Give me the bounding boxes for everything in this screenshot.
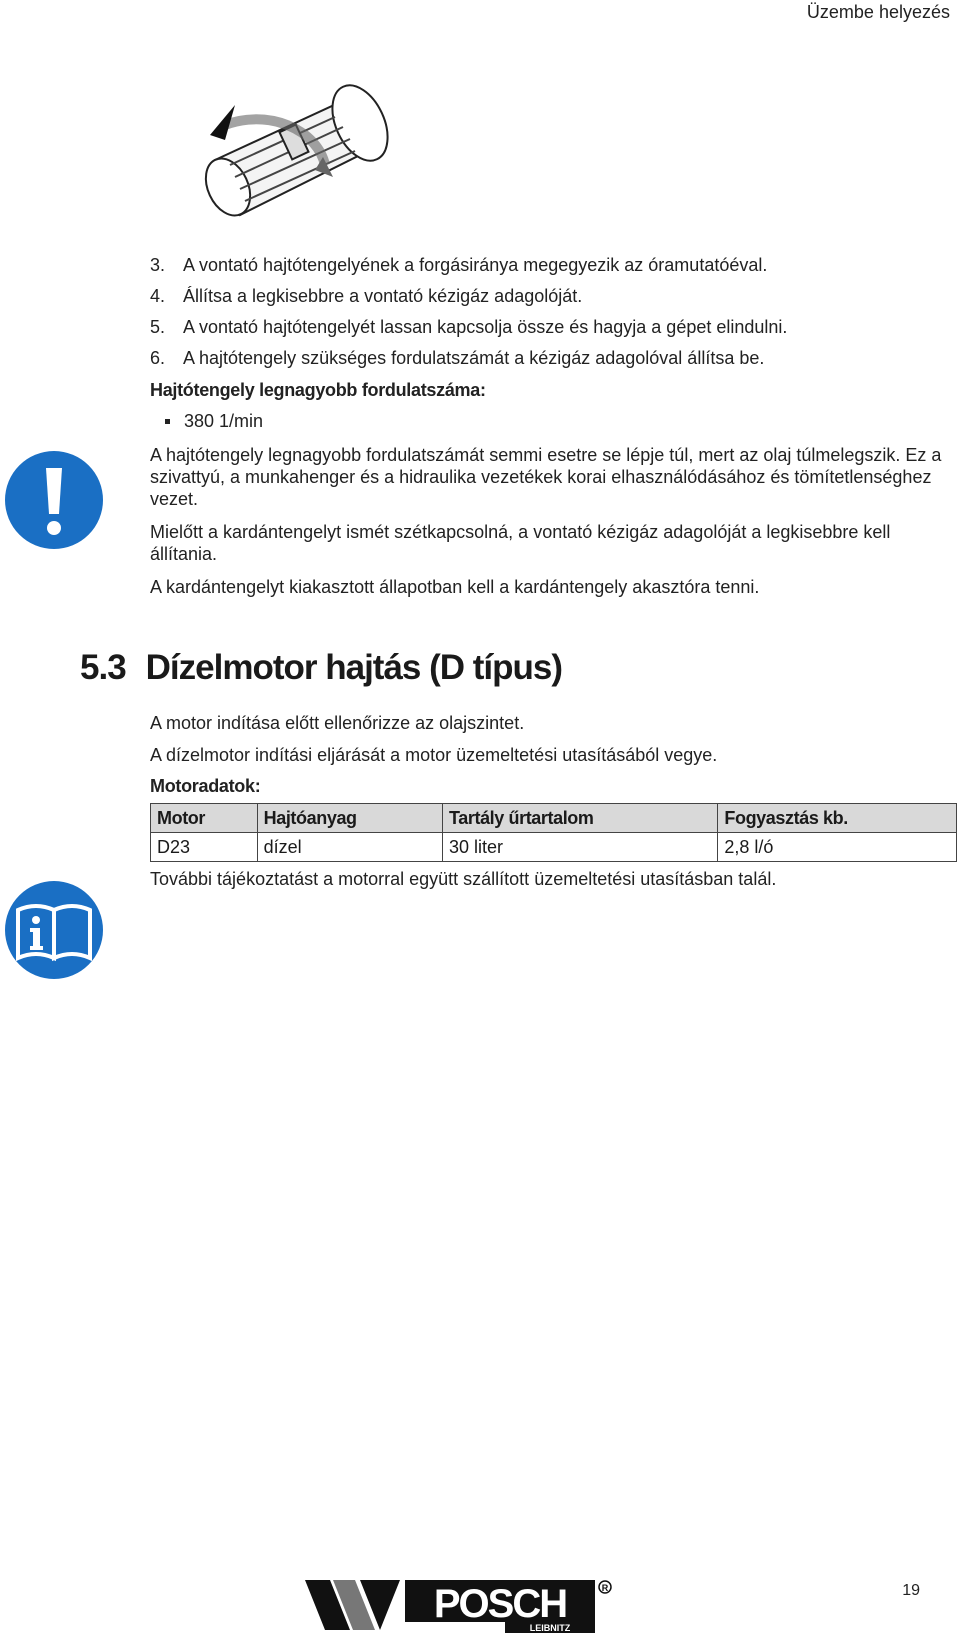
step-number: 5.: [150, 317, 166, 337]
logo-wordmark: POSCH: [433, 1582, 567, 1626]
section-heading: [80, 648, 562, 688]
diesel-paragraph: A dízelmotor indítási eljárását a motor üzemeltetési utasításából vegye.: [150, 745, 718, 765]
logo-subtitle: LEIBNITZ: [529, 1623, 571, 1633]
max-speed-heading: Hajtótengely legnagyobb fordulatszáma:: [150, 380, 486, 400]
warning-icon: [4, 450, 104, 550]
running-header: Üzembe helyezés: [806, 2, 950, 22]
table-header-cell: Tartály űrtartalom: [443, 804, 718, 833]
page-number: 19: [902, 1582, 920, 1599]
step-item: [150, 312, 930, 343]
warning-paragraph: A hajtótengely legnagyobb fordulatszámát semmi esetre se lépje túl, mert az olaj túlmelegszik. Ez a szivattyú, a munkahenger és a hidraulika vezetékek korai elhasználódásához és tömítetlenséghez vezet.: [150, 445, 942, 509]
motor-data-heading: Motoradatok:: [150, 776, 261, 796]
max-speed-value: 380 1/min: [184, 411, 264, 431]
step-text: A vontató hajtótengelyének a forgásiránya megegyezik az óramutatóéval.: [183, 255, 768, 275]
step-text: A hajtótengely szükséges fordulatszámát a kézigáz adagolóval állítsa be.: [183, 348, 765, 368]
table-header-cell: Hajtóanyag: [257, 804, 442, 833]
manual-info-icon: [4, 880, 104, 980]
pto-shaft-illustration: [195, 65, 420, 225]
step-text: Állítsa a legkisebbre a vontató kézigáz adagolóját.: [183, 286, 583, 306]
diesel-paragraph: A motor indítása előtt ellenőrizze az olajszintet.: [150, 713, 525, 733]
step-item: [150, 281, 930, 312]
step-number: 4.: [150, 286, 166, 306]
table-cell: dízel: [257, 833, 442, 862]
step-item: [150, 250, 930, 281]
info-paragraph: További tájékoztatást a motorral együtt szállított üzemeltetési utasításban talál.: [150, 869, 777, 889]
step-item: [150, 343, 930, 374]
table-row: [151, 833, 957, 862]
table-header-cell: Fogyasztás kb.: [718, 804, 957, 833]
table-header-cell: Motor: [151, 804, 258, 833]
table-cell: 2,8 l/ó: [718, 833, 957, 862]
section-title: Dízelmotor hajtás (D típus): [145, 648, 563, 687]
step-text: A vontató hajtótengelyét lassan kapcsolja össze és hagyja a gépet elindulni.: [183, 317, 788, 337]
warning-paragraph: Mielőtt a kardántengelyt ismét szétkapcsolná, a vontató kézigáz adagolóját a legkisebbre kell állítania.: [150, 522, 891, 564]
svg-text:R: R: [601, 1583, 609, 1593]
motor-data-table: [150, 803, 957, 862]
table-header-row: [151, 804, 957, 833]
section-number: 5.3: [80, 648, 126, 687]
step-number: 6.: [150, 348, 166, 368]
procedure-steps: [150, 250, 930, 374]
table-cell: 30 liter: [443, 833, 718, 862]
max-speed-bullet: [150, 411, 960, 432]
step-number: 3.: [150, 255, 166, 275]
table-cell: D23: [151, 833, 258, 862]
posch-logo: [305, 1575, 625, 1635]
bullet-marker: [165, 419, 170, 424]
warning-paragraph: A kardántengelyt kiakasztott állapotban kell a kardántengely akasztóra tenni.: [150, 577, 760, 597]
